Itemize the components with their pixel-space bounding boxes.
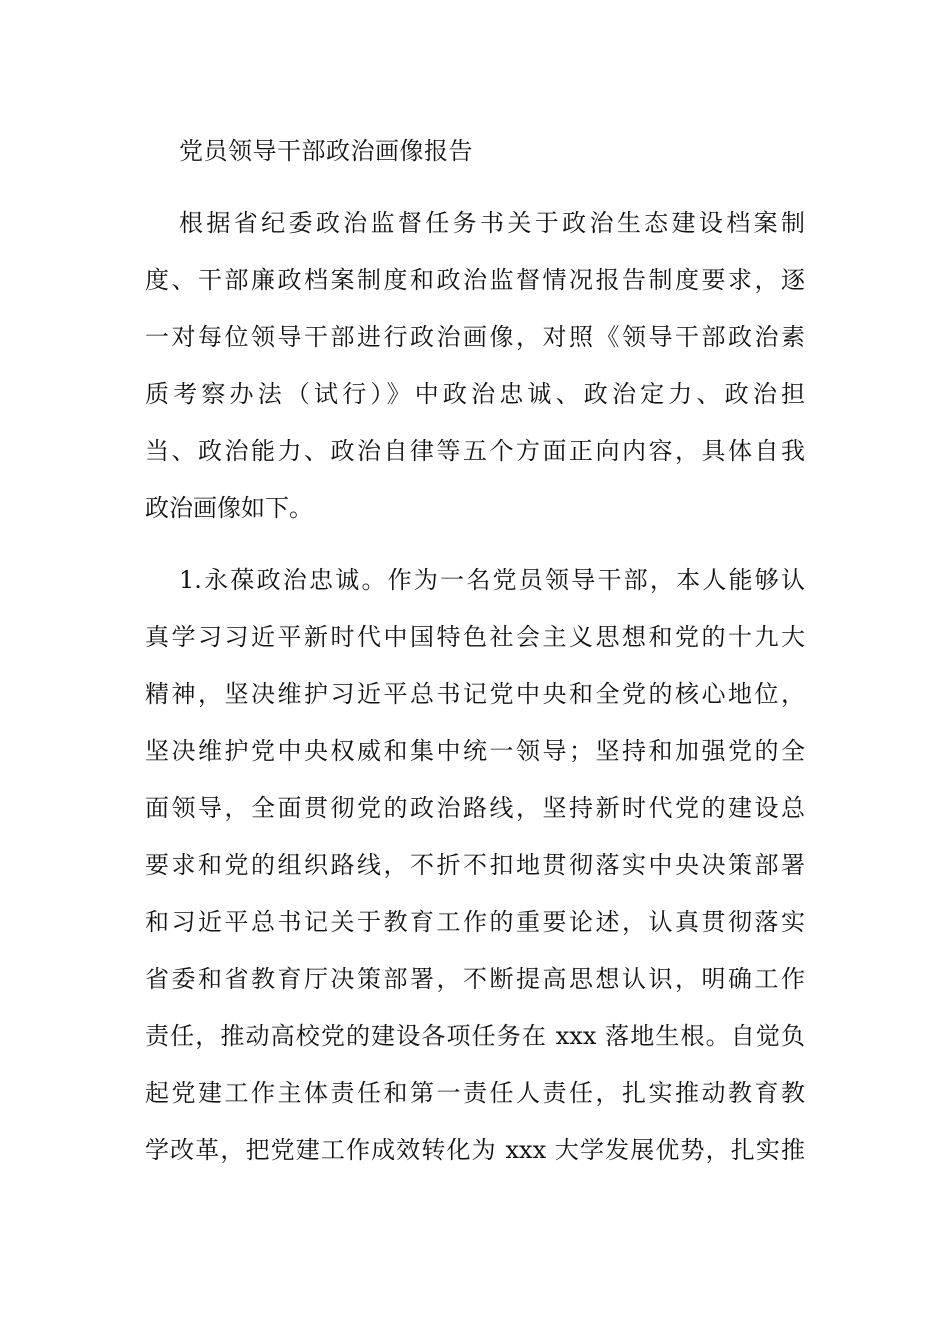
paragraph-line: 面领导，全面贯彻党的政治路线，坚持新时代党的建设总 [145, 794, 805, 822]
paragraph-line: 一对每位领导干部进行政治画像，对照《领导干部政治素 [145, 323, 805, 351]
paragraph-line: 质考察办法（试行）》中政治忠诚、政治定力、政治担 [145, 380, 805, 408]
paragraph-line: 1.永葆政治忠诚。作为一名党员领导干部，本人能够认 [179, 566, 805, 594]
paragraph-line: 真学习习近平新时代中国特色社会主义思想和党的十九大 [145, 623, 805, 651]
paragraph-line: 和习近平总书记关于教育工作的重要论述，认真贯彻落实 [145, 908, 805, 936]
document-title: 党员领导干部政治画像报告 [179, 137, 473, 165]
paragraph-line: 学改革，把党建工作成效转化为 xxx 大学发展优势，扎实推 [145, 1136, 805, 1164]
paragraph-line: 要求和党的组织路线，不折不扣地贯彻落实中央决策部署 [145, 851, 805, 879]
paragraph-line: 起党建工作主体责任和第一责任人责任，扎实推动教育教 [145, 1079, 805, 1107]
paragraph-line: 度、干部廉政档案制度和政治监督情况报告制度要求，逐 [145, 266, 805, 294]
paragraph-line: 责任，推动高校党的建设各项任务在 xxx 落地生根。自觉负 [145, 1022, 805, 1050]
paragraph-line: 政治画像如下。 [145, 494, 313, 522]
paragraph-line: 坚决维护党中央权威和集中统一领导；坚持和加强党的全 [145, 737, 805, 765]
paragraph-line: 精神，坚决维护习近平总书记党中央和全党的核心地位， [145, 680, 805, 708]
paragraph-line: 根据省纪委政治监督任务书关于政治生态建设档案制 [179, 209, 805, 237]
paragraph-line: 当、政治能力、政治自律等五个方面正向内容，具体自我 [145, 437, 805, 465]
paragraph-line: 省委和省教育厅决策部署，不断提高思想认识，明确工作 [145, 965, 805, 993]
